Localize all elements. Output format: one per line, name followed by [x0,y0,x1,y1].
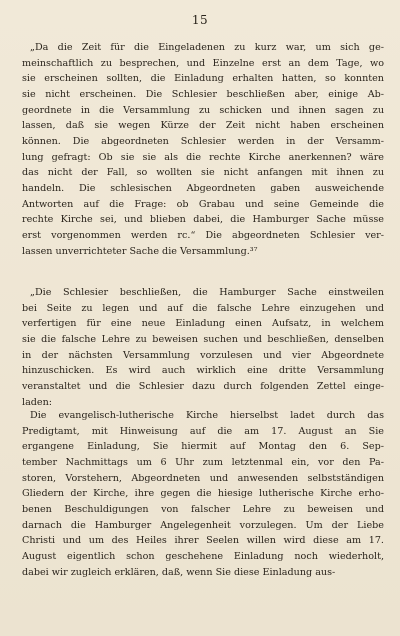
text-line: lung gefragt: Ob sie sie als die rechte Kirche anerkennen? wäre [22,151,384,163]
text-line: verfertigen für eine neue Einladung einen Aufsatz, in welchem [22,318,384,330]
text-line: „Da die Zeit für die Eingeladenen zu kurz war, um sich ge- [30,42,384,53]
text-line: können. Die abgeordneten Schlesier werden in der Versamm- [22,135,384,147]
text-line: das nicht der Fall, so wollten sie nicht anfangen mit ihnen zu [22,167,384,179]
text-line: veranstaltet und die Schlesier dazu durch folgenden Zettel einge- [22,380,384,392]
text-line: sie die falsche Lehre zu beweisen suchen und beschließen, denselben [22,333,384,345]
text-line: handeln. Die schlesischen Abgeordneten gaben ausweichende [22,182,384,194]
text-line: Antworten auf die Frage: ob Grabau und seine Gemeinde die [22,198,384,210]
paragraph-1 [22,40,384,259]
text-line: Die evangelisch-lutherische Kirche hierselbst ladet durch das [30,410,384,421]
text-line: Christi und um des Heiles ihrer Seelen willen wird diese am 17. [22,535,384,547]
text-line: Gliedern der Kirche, ihre gegen die hiesige lutherische Kirche erho- [22,488,384,500]
text-line: geordnete in die Versammlung zu schicken und ihnen sagen zu [22,104,384,116]
text-line: „Die Schlesier beschließen, die Hamburger Sache einstweilen [30,287,384,298]
text-line: meinschaftlich zu besprechen, und Einzelne erst an dem Tage, wo [22,57,384,69]
page-number: 15 [191,13,209,27]
text-line: sie nicht erscheinen. Die Schlesier beschließen aber, einige Ab- [22,88,384,100]
text-line: erst vorgenommen werden rc.“ Die abgeordneten Schlesier ver- [22,229,384,241]
paragraph-2 [22,285,384,410]
text-line: ergangene Einladung, Sie hiermit auf Montag den 6. Sep- [22,441,384,453]
text-line: bei Seite zu legen und auf die falsche Lehre einzugehen und [22,302,384,314]
text-line: hinzuschicken. Es wird auch wirklich eine dritte Versammlung [22,365,384,377]
text-line: lassen, daß sie wegen Kürze der Zeit nicht haben erscheinen [22,120,384,132]
text-line: storen, Vorstehern, Abgeordneten und anwesenden selbstständigen [22,472,384,484]
text-line: Predigtamt, mit Hinweisung auf die am 17. August an Sie [22,425,384,437]
text-line: benen Beschuldigungen von falscher Lehre zu beweisen und [22,503,384,515]
text-line: lassen unverrichteter Sache die Versammlung.³⁷ [22,245,258,257]
text-line: August eigentlich schon geschehene Einladung noch wiederholt, [22,550,384,562]
text-line: sie erscheinen sollten, die Einladung erhalten hatten, so konnten [22,73,384,85]
paragraph-3 [22,408,384,580]
text-line: tember Nachmittags um 6 Uhr zum letztenmal ein, vor den Pa- [22,456,384,468]
text-line: laden: [22,396,53,408]
text-line: darnach die Hamburger Angelegenheit vorzulegen. Um der Liebe [22,519,384,531]
text-line: dabei wir zugleich erklären, daß, wenn Sie diese Einladung aus- [22,566,336,578]
text-line: in der nächsten Versammlung vorzulesen und vier Abgeordnete [22,349,384,361]
text-line: rechte Kirche sei, und blieben dabei, die Hamburger Sache müsse [22,214,384,226]
